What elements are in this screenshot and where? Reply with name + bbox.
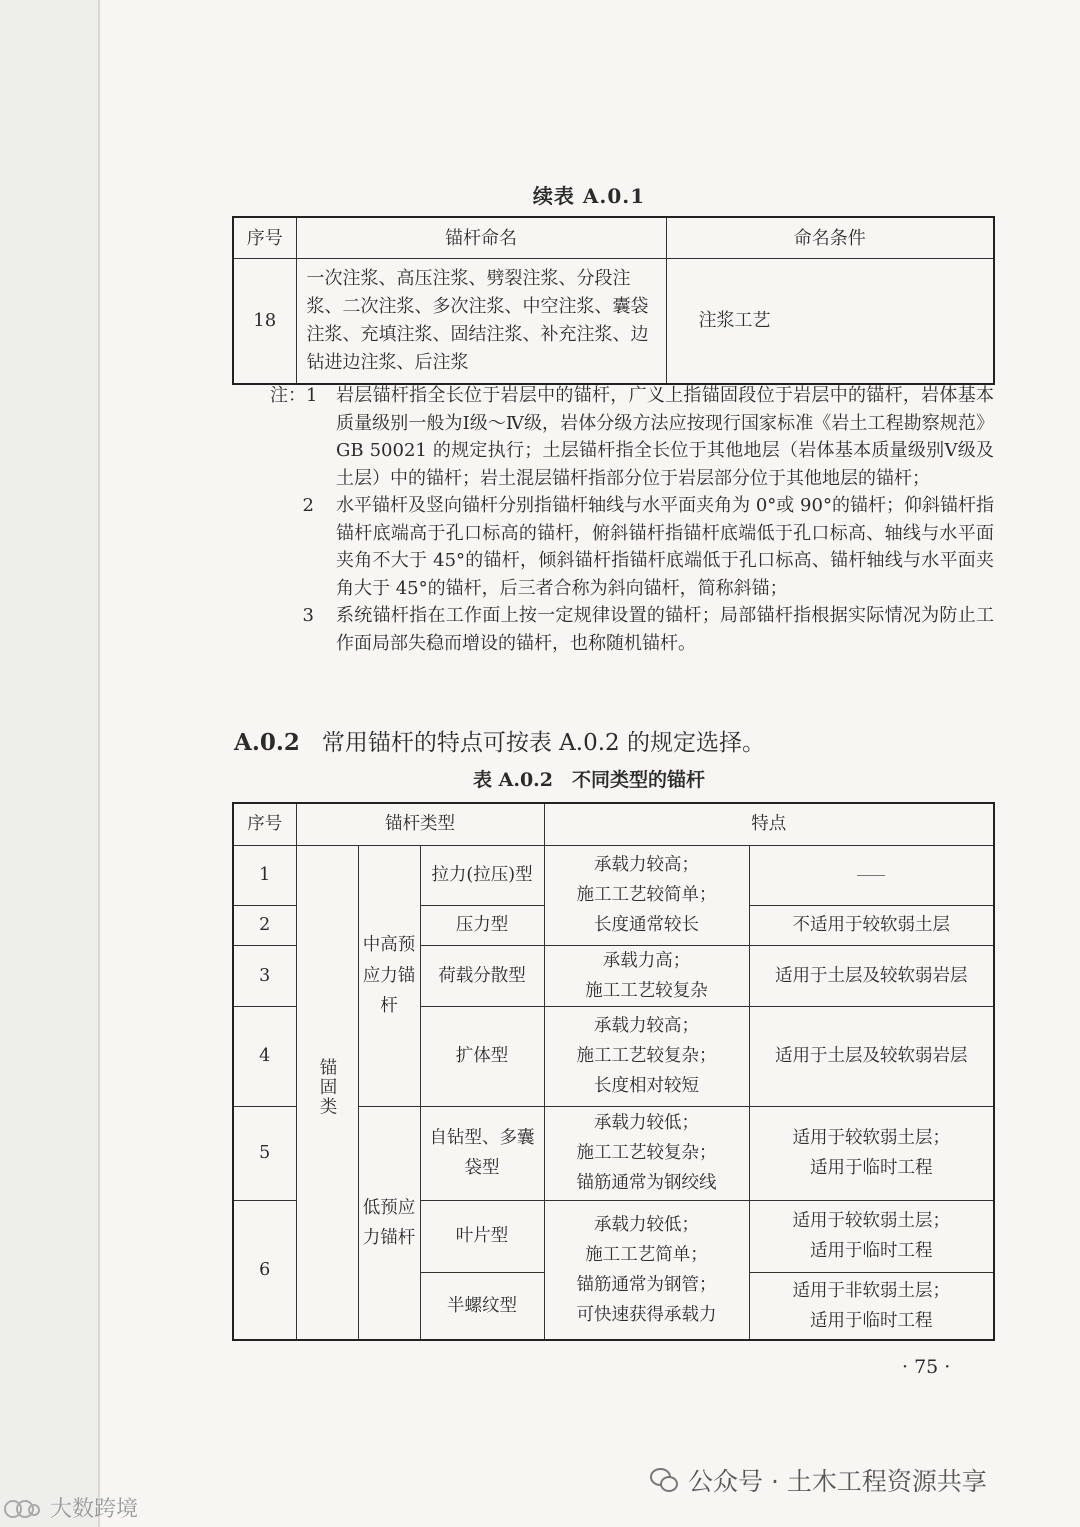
note-3 [270,602,994,657]
table-header-row [233,803,994,845]
feature-line: 承载力较低； [594,1214,700,1235]
continued-table-title: 续表 A.0.1 [532,184,646,208]
notes [270,382,994,657]
feature-line: 承载力高； [602,950,691,971]
table2-title: 表 A.0.2 不同类型的锚杆 [472,769,706,791]
header-no: 序号 [233,803,296,845]
wechat-icon [650,1468,678,1492]
anchor-type: 荷载分散型 [420,945,544,1006]
dash [857,875,885,876]
anchor-type: 拉力(拉压)型 [420,845,544,905]
group-high-cell: 中高预应力锚杆 [358,845,420,1106]
note-line: 适用于较软弱土层； [792,1211,951,1232]
category-label: 锚固类 [317,1058,338,1117]
notes-cell: 适用于土层及较软弱岩层 [749,945,994,1006]
category-cell [296,845,358,1340]
anchor-type: 叶片型 [420,1200,544,1272]
row-no: 5 [233,1106,296,1200]
notes-cell: 不适用于较软弱土层 [749,905,994,945]
feature-line: 长度相对较短 [594,1076,700,1097]
feature-line: 施工工艺简单； [585,1244,708,1265]
feature-line: 承载力较高； [594,854,700,875]
note-number: 2 [302,495,314,516]
header-features: 特点 [544,803,994,845]
note-line: 适用于临时工程 [810,1310,933,1331]
header-name: 锚杆命名 [296,217,666,259]
wechat-account-label: 公众号 · 土木工程资源共享 [688,1467,987,1496]
feature-line: 施工工艺较复杂； [576,1143,717,1164]
header-no: 序号 [233,217,296,259]
row-no: 2 [233,905,296,945]
row-no: 18 [233,259,296,384]
naming-condition: 注浆工艺 [666,259,994,384]
table-row [233,845,994,905]
row-no: 1 [233,845,296,905]
note-line: 适用于临时工程 [810,1241,933,1262]
brand-watermark [4,1492,138,1523]
feature-line: 施工工艺较复杂 [585,980,708,1001]
note-line: 适用于临时工程 [810,1158,933,1179]
anchor-types-table [232,802,995,1341]
notes-cell [749,845,994,905]
note-line: 适用于较软弱土层； [792,1128,951,1149]
feature-line: 锚筋通常为钢管； [576,1274,717,1295]
note-2 [270,492,994,602]
notes-cell [749,1106,994,1200]
header-type: 锚杆类型 [296,803,544,845]
group-low-cell: 低预应力锚杆 [358,1106,420,1340]
note-label: 注：1 [270,385,318,406]
clause-a02 [234,724,994,757]
feature-line: 长度通常较长 [594,915,700,936]
table-header-row [233,217,994,259]
brand-logo-icon [4,1498,44,1518]
feature-line: 锚筋通常为钢绞线 [576,1173,717,1194]
continued-table [232,216,995,385]
feature-line: 可快速获得承载力 [576,1305,717,1326]
anchor-type: 扩体型 [420,1006,544,1106]
table-row [233,259,994,384]
brand-label: 大数跨境 [50,1497,139,1522]
page-number: · 75 · [902,1356,951,1378]
features-cell [544,845,749,945]
feature-line: 承载力较高； [594,1016,700,1037]
row-no: 6 [233,1200,296,1340]
grouting-methods: 一次注浆、高压注浆、劈裂注浆、分段注浆、二次注浆、多次注浆、中空注浆、囊袋注浆、充填注浆、固结注浆、补充注浆、边钻进边注浆、后注浆 [296,259,666,384]
notes-cell [749,1200,994,1272]
note-number: 3 [302,605,314,626]
features-cell [544,1006,749,1106]
note-text: 岩层锚杆指全长位于岩层中的锚杆，广义上指锚固段位于岩层中的锚杆，岩体基本质量级别一般为Ⅰ级～Ⅳ级，岩体分级方法应按现行国家标准《岩土工程勘察规范》GB 50021 的规定执行；土层锚杆指全长位于其他地层（岩体基本质量级别Ⅴ级及土层）中的锚杆；岩土混层锚杆指部分位于岩层部分位于其他地层的锚杆； [336,385,994,489]
notes-cell [749,1272,994,1340]
anchor-type: 压力型 [420,905,544,945]
features-cell [544,945,749,1006]
features-cell [544,1200,749,1340]
row-no: 3 [233,945,296,1006]
note-line: 适用于非软弱土层； [792,1280,951,1301]
anchor-type: 自钻型、多囊袋型 [420,1106,544,1200]
note-text: 系统锚杆指在工作面上按一定规律设置的锚杆；局部锚杆指根据实际情况为防止工作面局部失稳而增设的锚杆，也称随机锚杆。 [336,605,994,654]
note-text: 水平锚杆及竖向锚杆分别指锚杆轴线与水平面夹角为 0°或 90°的锚杆；仰斜锚杆指锚杆底端高于孔口标高的锚杆，俯斜锚杆指锚杆底端低于孔口标高、轴线与水平面夹角不大于 45°的锚杆，倾斜锚杆指锚杆底端低于孔口标高、锚杆轴线与水平面夹角大于 45°的锚杆，后三者合称为斜向锚杆，简称斜锚； [336,495,994,599]
clause-number: A.0.2 [234,729,300,756]
header-condition: 命名条件 [666,217,994,259]
anchor-type: 半螺纹型 [420,1272,544,1340]
features-cell [544,1106,749,1200]
feature-line: 施工工艺较复杂； [576,1046,717,1067]
feature-line: 承载力较低； [594,1113,700,1134]
notes-cell: 适用于土层及较软弱岩层 [749,1006,994,1106]
feature-line: 施工工艺较简单； [576,884,717,905]
wechat-footer [650,1462,987,1498]
clause-text: 常用锚杆的特点可按表 A.0.2 的规定选择。 [321,730,765,756]
note-1 [270,382,994,492]
row-no: 4 [233,1006,296,1106]
